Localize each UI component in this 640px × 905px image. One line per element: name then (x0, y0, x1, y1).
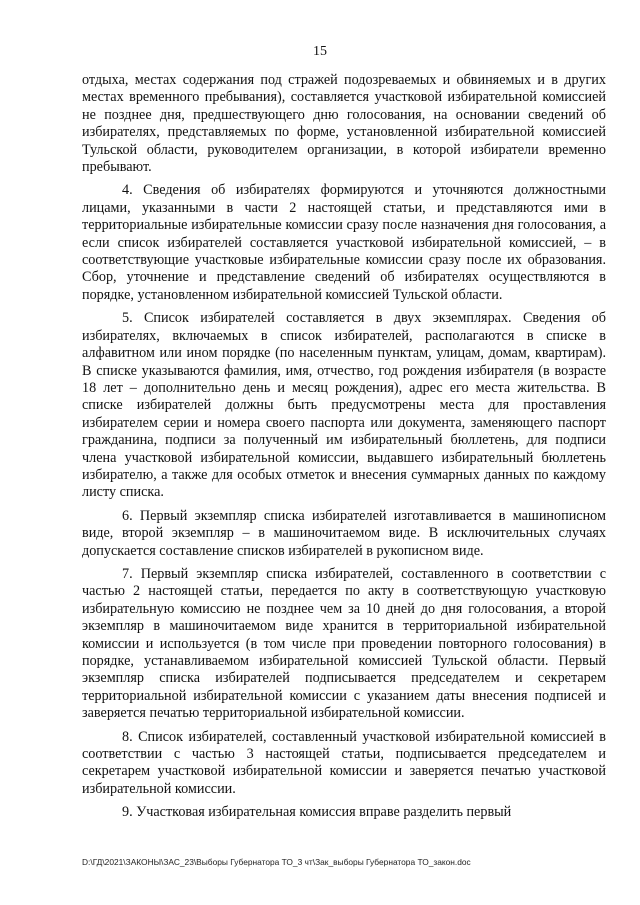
paragraph-9: 9. Участковая избирательная комиссия вправе разделить первый (122, 804, 512, 821)
paragraph-8: 8. Список избирателей, составленный участковой избирательной комиссией в соответствии с частью 3 настоящей статьи, подписывается председателем и секретарем участковой избирательной комиссии и заверяется печатью участковой избирательной комиссии. (82, 728, 606, 797)
paragraph-6: 6. Первый экземпляр списка избирателей изготавливается в машинописном виде, второй экземпляр – в машиночитаемом виде. В исключительных случаях допускается составление списков избирателей в рукописном виде. (82, 507, 606, 559)
paragraph-7: 7. Первый экземпляр списка избирателей, составленного в соответствии с частью 2 настоящей статьи, передается по акту в соответствующую участковую избирательную комиссию не позднее чем за 10 дней до дня голосования, а второй экземпляр в машиночитаемом виде хранится в территориальной избирательной комиссии и используется (в том числе при проведении повторного голосования) в порядке, устанавливаемом избирательной комиссией Тульской области. Первый экземпляр списка избирателей подписывается председателем и секретарем территориальной избирательной комиссии с указанием даты внесения подписей и заверяется печатью территориальной избирательной комиссии. (82, 565, 606, 722)
document-body (82, 72, 606, 828)
paragraph-continuation: отдыха, местах содержания под стражей подозреваемых и обвиняемых и в других местах временного пребывания), составляется участковой избирательной комиссией не позднее дня, предшествующего дню голосования, на основании сведений об избирателях, представляемых по форме, установленной избирательной комиссией Тульской области, руководителем организации, в которой избиратели временно пребывают. (82, 72, 606, 176)
page-number: 15 (313, 44, 327, 59)
paragraph-4: 4. Сведения об избирателях формируются и уточняются должностными лицами, указанными в части 2 настоящей статьи, и представляются ими в территориальные избирательные комиссии сразу после назначения дня голосования, а если список избирателей составляется участковой избирательной комиссией, – в соответствующие участковые избирательные комиссии сразу после их образования. Сбор, уточнение и представление сведений об избирателях осуществляются в порядке, установленном избирательной комиссией Тульской области. (82, 182, 606, 303)
paragraph-5: 5. Список избирателей составляется в двух экземплярах. Сведения об избирателях, включаемых в список избирателей, располагаются в списке в алфавитном или ином порядке (по населенным пунктам, улицам, домам, квартирам). В списке указываются фамилия, имя, отчество, год рождения избирателя (в возрасте 18 лет – дополнительно день и месяц рождения), адрес его места жительства. В списке избирателей должны быть предусмотрены места для проставления избирателем серии и номера своего паспорта или документа, заменяющего паспорт гражданина, подписи за полученный им избирательный бюллетень, для подписи члена участковой избирательной комиссии, выдавшего избирательный бюллетень избирателю, а также для особых отметок и внесения суммарных данных по каждому листу списка. (82, 310, 606, 501)
file-path-footer: D:\ГД\2021\ЗАКОНЫ\ЗАС_23\Выборы Губернатора ТО_3 чт\Зак_выборы Губернатора ТО_закон.doc (82, 857, 471, 867)
